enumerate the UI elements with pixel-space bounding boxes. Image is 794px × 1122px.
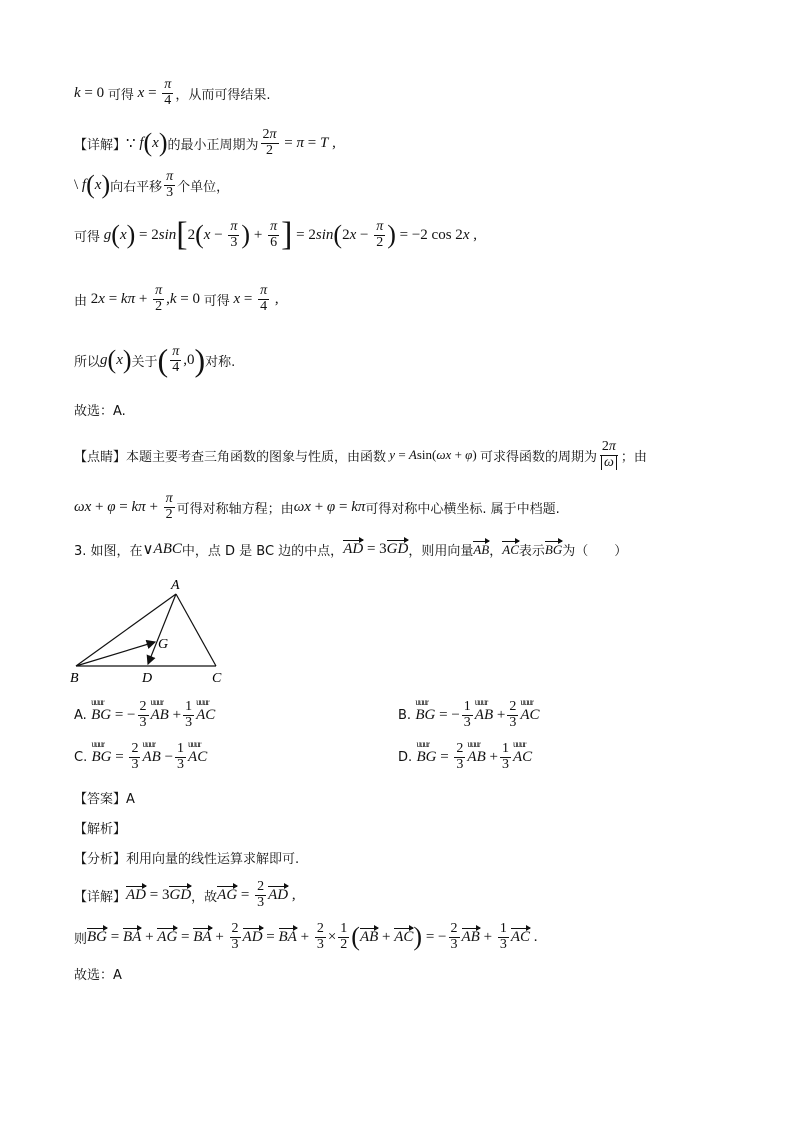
label-d: D xyxy=(142,671,153,684)
option-a[interactable]: A. uuur BG = − $\frac{2}{3}$ uuur AB + $\frac{1}{3}$ uuur AC xyxy=(74,696,216,730)
label-b: B xyxy=(70,671,79,684)
option-b[interactable]: B. uuur BG = − $\frac{1}{3}$ uuur AB + $\frac{2}{3}$ uuur AC xyxy=(398,696,540,730)
fenxi-line: 【分析】 利用向量的线性运算求解即可. xyxy=(74,852,300,867)
detail-line-1: 【详解】 AD = 3 GD ，故 AG = $\frac{2}{3}$ AD , xyxy=(74,879,296,910)
line-2: 【详解】 ∵ f ( x ) 的最小正周期为 $\frac{2\pi}{2}$ = π = T , xyxy=(74,127,336,158)
line-8: 【点睛】 本题主要考查三角函数的图象与性质，由函数 y = A sin( ωx + φ ) 可求得函数的周期为 $\frac{2\pi}{\omega}$ ；由 xyxy=(74,439,647,470)
line-5: 由 2 x = kπ + $\frac{\pi}{2}$ , k = 0 可得 x = $\frac{\pi}{4}$ , xyxy=(74,283,279,314)
detail-line-2: 则 BG = BA + AG = BA + $\frac{2}{3}$ AD = BA + $\frac{2}{3}$ × $\frac{1}{2}$ ( AB + AC ) = − $\frac{2}{3}$ AB + $\frac{1}{3}$ AC . xyxy=(74,921,538,952)
line-1: k = 0 可得 x = $\frac{\pi}{4}$ ，从而可得结果. xyxy=(74,77,271,108)
triangle-figure xyxy=(68,574,248,684)
option-c[interactable]: C. uuur BG = $\frac{2}{3}$ uuur AB − $\frac{1}{3}$ uuur AC xyxy=(74,738,208,772)
option-d[interactable]: D. uuur BG = $\frac{2}{3}$ uuur AB + $\frac{1}{3}$ uuur AC xyxy=(398,738,533,772)
line-6: 所以 g ( x ) 关于 ( $\frac{\pi}{4}$ ,0 ) 对称. xyxy=(74,342,236,378)
backslash-prefix: \ xyxy=(74,176,79,193)
line-1-tail: ，从而可得结果. xyxy=(175,87,271,103)
line-2-text: 的最小正周期为 xyxy=(167,137,259,153)
frac-pi-4: $\frac{\pi}{4}$ xyxy=(164,77,172,108)
line-7: 故选：A. xyxy=(74,404,126,419)
side-ac xyxy=(176,594,216,666)
answer-line: 【答案】A xyxy=(74,792,135,807)
line-1-text: 可得 xyxy=(107,87,134,103)
tip-tag: 【点睛】 xyxy=(74,449,127,465)
line-3: \ f ( x ) 向右平移 $\frac{\pi}{3}$ 个单位， xyxy=(74,169,230,200)
question-3: 3. 如图，在 ∨ ABC 中，点 D 是 BC 边的中点， AD = 3 GD ，则用向量 AB ， AC 表示 BG 为（ ） xyxy=(74,541,628,559)
final-line: 故选：A xyxy=(74,968,122,983)
line-4: 可得 g ( x ) = 2 sin [ 2 ( x − $\frac{\pi}{3}$ ) + $\frac{\pi}{6}$ ] = 2 sin ( 2 x − $\frac{\pi}{2}$ ) = −2 cos 2 x , xyxy=(74,216,477,253)
vector-bg xyxy=(76,642,155,666)
label-c: C xyxy=(212,671,222,684)
label-g: G xyxy=(158,637,169,652)
analysis-line: 【解析】 xyxy=(74,822,127,837)
detail-tag: 【详解】 xyxy=(74,137,127,153)
line-9: ωx + φ = kπ + $\frac{\pi}{2}$ 可得对称轴方程；由 ωx + φ = kπ 可得对称中心横坐标. 属于中档题. xyxy=(74,491,560,522)
label-a: A xyxy=(171,578,180,593)
